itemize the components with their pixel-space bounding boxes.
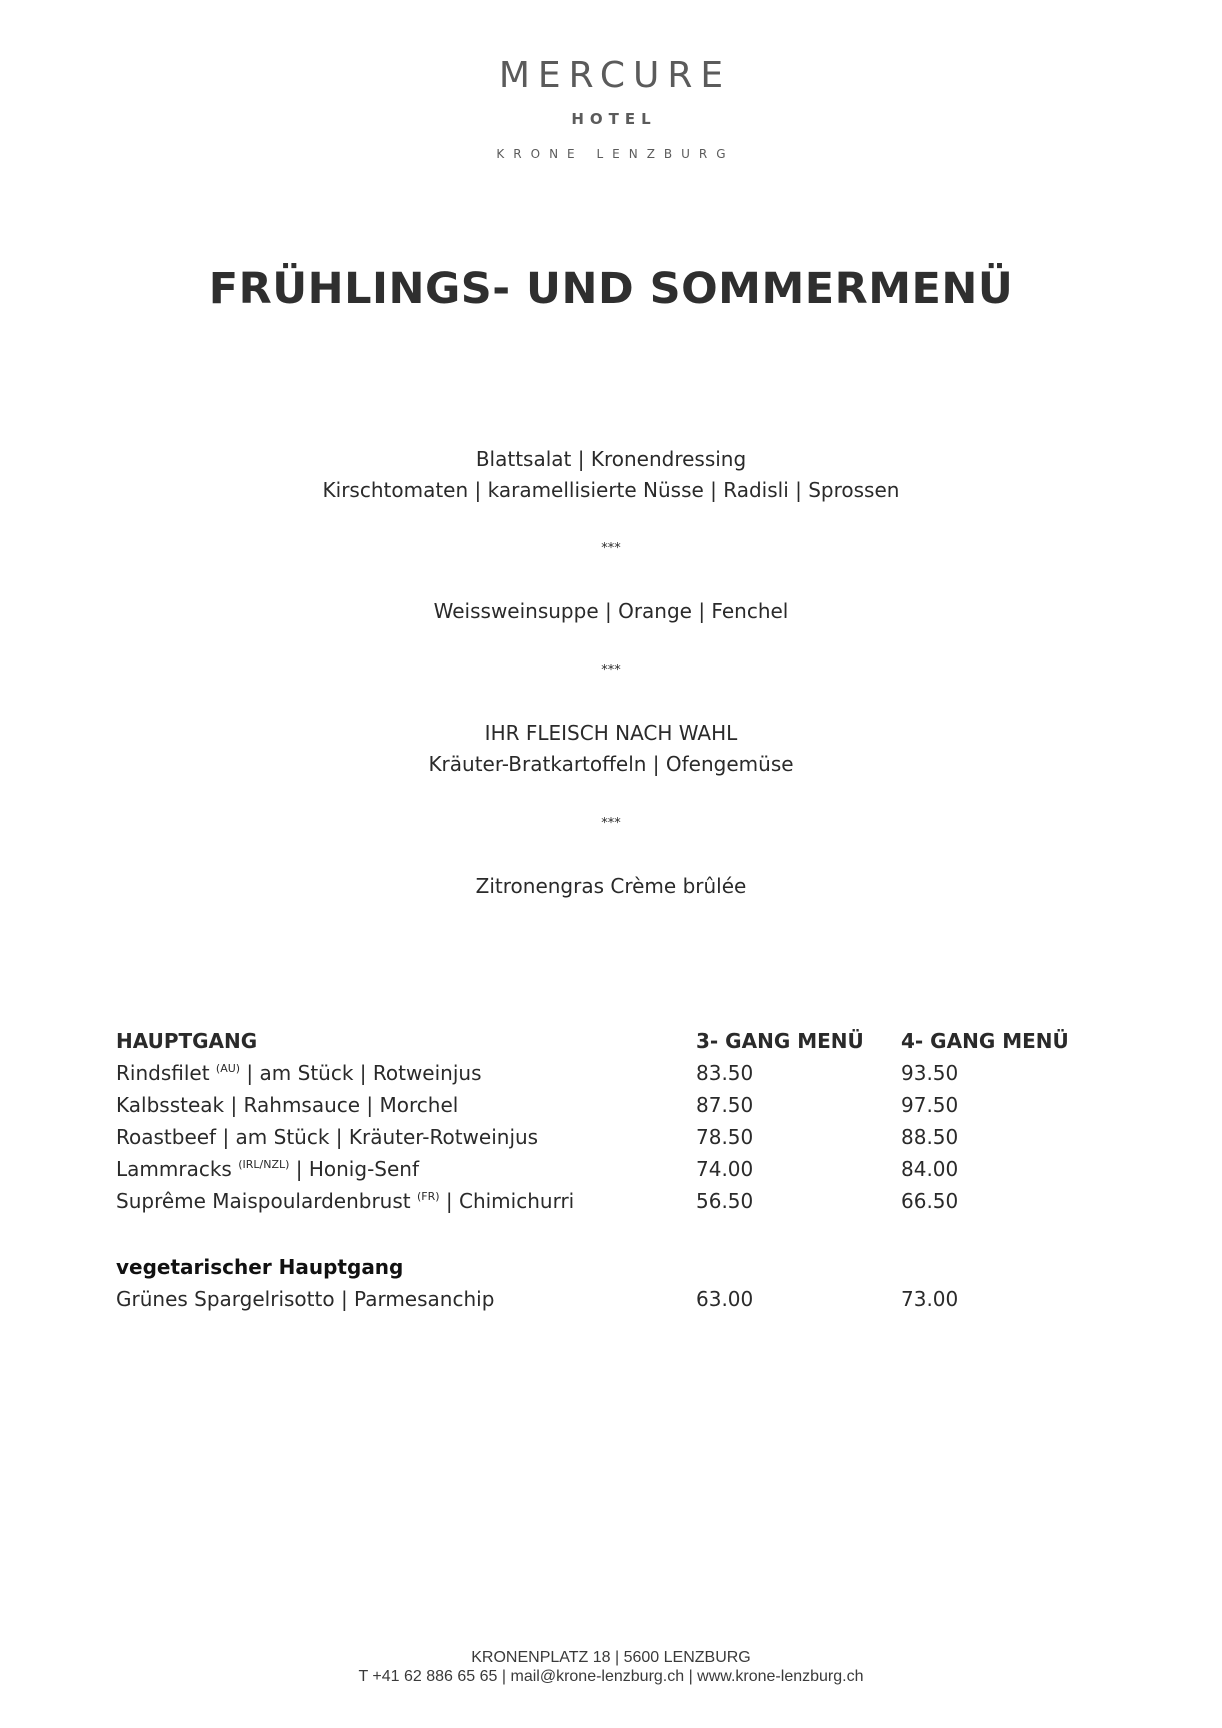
footer — [0, 1648, 1222, 1686]
vegetarian-heading — [116, 1251, 1116, 1283]
course-line: Kräuter-Bratkartoffeln | Ofengemüse — [428, 752, 794, 776]
course-separator: *** — [601, 541, 621, 556]
header-three-course: 3- GANG MENÜ — [696, 1029, 864, 1053]
price-three-course: 78.50 — [696, 1125, 754, 1149]
course-line: Blattsalat | Kronendressing — [475, 447, 747, 471]
dish-label: Suprême Maispoulardenbrust — [116, 1189, 411, 1213]
price-four-course: 97.50 — [901, 1093, 959, 1117]
course-soup — [0, 596, 1222, 627]
price-table — [116, 1025, 1116, 1315]
dish-label: Lammracks — [116, 1157, 232, 1181]
dish-label: Rindsfilet — [116, 1061, 210, 1085]
dish-name: Kalbssteak | Rahmsauce | Morchel — [116, 1093, 459, 1117]
course-main — [0, 718, 1222, 780]
dish-origin: (AU) — [215, 1062, 241, 1075]
footer-contact: T +41 62 886 65 65 | mail@krone-lenzburg.ch | www.krone-lenzburg.ch — [358, 1668, 864, 1685]
price-four-course: 93.50 — [901, 1061, 959, 1085]
price-table-header — [116, 1025, 1116, 1057]
hotel-logo — [0, 55, 1222, 161]
logo-location: KRONE LENZBURG — [496, 147, 735, 161]
dish-name — [116, 1057, 482, 1089]
dish-name — [116, 1185, 574, 1217]
table-row — [116, 1089, 1116, 1121]
logo-hotel: HOTEL — [571, 110, 657, 128]
price-four-course: 84.00 — [901, 1157, 959, 1181]
menu-title: FRÜHLINGS- UND SOMMERMENÜ — [208, 264, 1014, 314]
price-four-course: 88.50 — [901, 1125, 959, 1149]
course-separator: *** — [601, 816, 621, 831]
dish-name: Roastbeef | am Stück | Kräuter-Rotweinjus — [116, 1125, 539, 1149]
table-row — [116, 1185, 1116, 1217]
course-line: Kirschtomaten | karamellisierte Nüsse | Radisli | Sprossen — [322, 478, 900, 502]
course-line: Weissweinsuppe | Orange | Fenchel — [433, 599, 789, 623]
header-four-course: 4- GANG MENÜ — [901, 1029, 1069, 1053]
vegetarian-heading-label: vegetarischer Hauptgang — [116, 1255, 404, 1279]
course-line: IHR FLEISCH NACH WAHL — [484, 721, 738, 745]
dish-name — [116, 1153, 419, 1185]
table-row — [116, 1057, 1116, 1089]
price-three-course: 83.50 — [696, 1061, 754, 1085]
course-separator: *** — [601, 663, 621, 678]
footer-address: KRONENPLATZ 18 | 5600 LENZBURG — [471, 1649, 751, 1666]
dish-origin: (IRL/NZL) — [238, 1158, 290, 1171]
price-three-course: 63.00 — [696, 1287, 754, 1311]
header-main-course: HAUPTGANG — [116, 1029, 258, 1053]
course-line: Zitronengras Crème brûlée — [475, 874, 747, 898]
table-row — [116, 1283, 1116, 1315]
price-four-course: 66.50 — [901, 1189, 959, 1213]
dish-name: Grünes Spargelrisotto | Parmesanchip — [116, 1287, 495, 1311]
price-three-course: 87.50 — [696, 1093, 754, 1117]
logo-brand: MERCURE — [498, 55, 732, 96]
price-three-course: 74.00 — [696, 1157, 754, 1181]
course-dessert — [0, 871, 1222, 902]
table-row — [116, 1153, 1116, 1185]
dish-detail: | am Stück | Rotweinjus — [240, 1061, 482, 1085]
price-three-course: 56.50 — [696, 1189, 754, 1213]
course-starter — [0, 444, 1222, 506]
price-four-course: 73.00 — [901, 1287, 959, 1311]
table-row — [116, 1121, 1116, 1153]
dish-detail: | Honig-Senf — [289, 1157, 419, 1181]
dish-detail: | Chimichurri — [439, 1189, 575, 1213]
dish-origin: (FR) — [416, 1190, 440, 1203]
